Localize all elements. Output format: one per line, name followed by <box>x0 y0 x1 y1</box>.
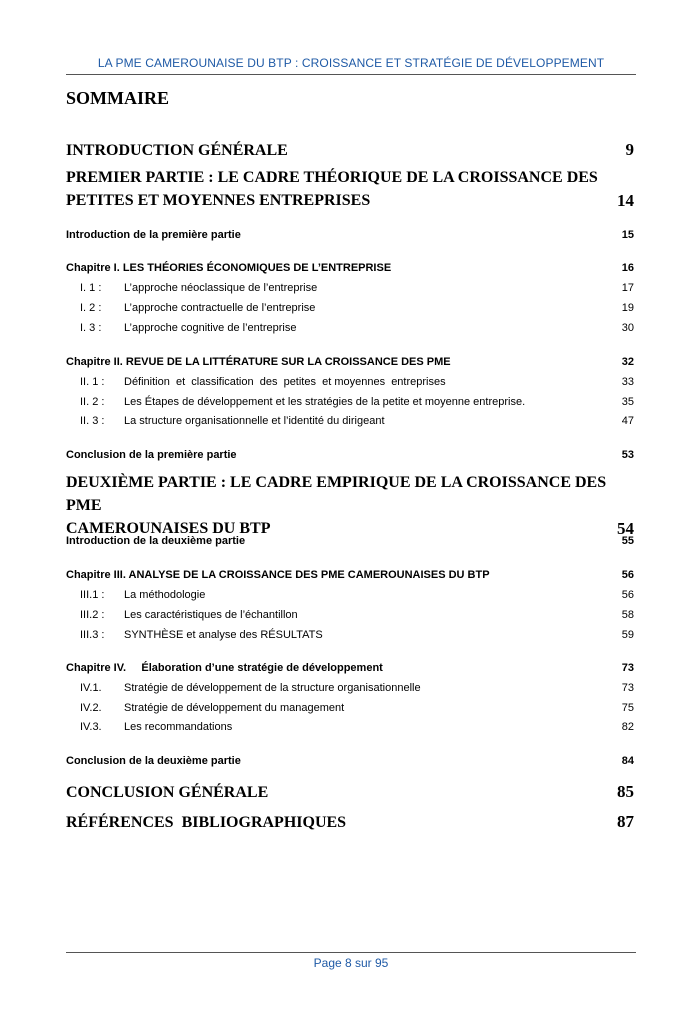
toc-entry-label: Chapitre I. LES THÉORIES ÉCONOMIQUES DE L’ENTREPRISE <box>66 262 392 274</box>
toc-entry-page: 59 <box>621 629 634 641</box>
toc-entry-label: Chapitre III. ANALYSE DE LA CROISSANCE DES PME CAMEROUNAISES DU BTP <box>66 569 490 581</box>
toc-entry-page: 15 <box>621 229 634 241</box>
toc-entry-chapitre-2[interactable] <box>66 356 634 368</box>
page-number: Page 8 sur 95 <box>313 956 389 970</box>
toc-entry-label: Chapitre II. REVUE DE LA LITTÉRATURE SUR LA CROISSANCE DES PME <box>66 356 451 368</box>
toc-entry-page: 75 <box>621 702 634 714</box>
toc-entry-section-1-3[interactable] <box>66 322 634 334</box>
toc-entry-label: Introduction de la première partie <box>66 229 241 241</box>
toc-entry-number: III.2 : <box>80 609 105 621</box>
toc-entry-deuxieme-partie[interactable] <box>66 471 634 540</box>
page-title: SOMMAIRE <box>66 88 169 108</box>
toc-entry-label: Stratégie de développement de la structure organisationnelle <box>124 682 421 694</box>
toc-entry-section-4-1[interactable] <box>66 682 634 694</box>
toc-entry-number: I. 2 : <box>80 302 102 314</box>
toc-entry-section-2-2[interactable] <box>66 396 634 408</box>
toc-entry-premiere-partie[interactable] <box>66 166 634 212</box>
toc-entry-conclusion-partie1[interactable] <box>66 449 634 461</box>
toc-entry-number: IV.1. <box>80 682 102 694</box>
toc-entry-label-line2: CAMEROUNAISES DU BTP <box>66 520 271 537</box>
toc-entry-number: IV.2. <box>80 702 102 714</box>
toc-entry-intro-partie1[interactable] <box>66 229 634 241</box>
toc-entry-label: RÉFÉRENCES BIBLIOGRAPHIQUES <box>66 814 347 831</box>
toc-entry-chapitre-4[interactable] <box>66 662 634 674</box>
running-header: LA PME CAMEROUNAISE DU BTP : CROISSANCE ET STRATÉGIE DE DÉVELOPPEMENT <box>97 56 605 70</box>
toc-entry-chapitre-1[interactable] <box>66 262 634 274</box>
toc-entry-page: 54 <box>617 519 634 538</box>
toc-entry-label-line1: DEUXIÈME PARTIE : LE CADRE EMPIRIQUE DE LA CROISSANCE DES PME <box>66 474 607 514</box>
toc-entry-page: 16 <box>621 262 634 274</box>
toc-entry-label: Chapitre IV. Élaboration d’une stratégie de développement <box>66 662 383 674</box>
toc-entry-label: Définition et classification des petites et moyennes entreprises <box>124 376 446 388</box>
toc-entry-intro-partie2[interactable] <box>66 535 634 547</box>
toc-entry-page: 58 <box>621 609 634 621</box>
toc-entry-number: II. 1 : <box>80 376 105 388</box>
toc-entry-section-1-2[interactable] <box>66 302 634 314</box>
toc-entry-number: I. 3 : <box>80 322 102 334</box>
header-divider <box>66 74 636 75</box>
toc-entry-label: La méthodologie <box>124 589 206 601</box>
toc-entry-section-1-1[interactable] <box>66 282 634 294</box>
toc-entry-page: 56 <box>621 569 634 581</box>
toc-entry-label: Introduction de la deuxième partie <box>66 535 246 547</box>
toc-entry-label: INTRODUCTION GÉNÉRALE <box>66 142 288 159</box>
toc-entry-label: Les recommandations <box>124 721 233 733</box>
toc-entry-number: III.1 : <box>80 589 105 601</box>
toc-entry-page: 35 <box>621 396 634 408</box>
toc-entry-introduction-generale[interactable] <box>66 140 634 160</box>
toc-entry-label: L’approche cognitive de l’entreprise <box>124 322 297 334</box>
toc-entry-section-2-3[interactable] <box>66 415 634 427</box>
toc-entry-label: Stratégie de développement du management <box>124 702 345 714</box>
toc-entry-conclusion-partie2[interactable] <box>66 755 634 767</box>
toc-entry-number: II. 3 : <box>80 415 105 427</box>
toc-entry-page: 55 <box>621 535 634 547</box>
toc-entry-section-2-1[interactable] <box>66 376 634 388</box>
toc-entry-label: L’approche néoclassique de l’entreprise <box>124 282 318 294</box>
toc-entry-page: 56 <box>621 589 634 601</box>
toc-entry-number: I. 1 : <box>80 282 102 294</box>
toc-entry-section-3-2[interactable] <box>66 609 634 621</box>
toc-entry-label: Conclusion de la première partie <box>66 449 237 461</box>
toc-entry-label: Les caractéristiques de l’échantillon <box>124 609 298 621</box>
toc-entry-section-4-3[interactable] <box>66 721 634 733</box>
toc-entry-references[interactable] <box>66 812 634 832</box>
toc-entry-number: III.3 : <box>80 629 105 641</box>
toc-entry-number: IV.3. <box>80 721 102 733</box>
toc-entry-page: 47 <box>621 415 634 427</box>
toc-entry-number: II. 2 : <box>80 396 105 408</box>
toc-entry-page: 82 <box>621 721 634 733</box>
toc-entry-page: 17 <box>621 282 634 294</box>
footer-divider <box>66 952 636 953</box>
toc-entry-section-3-3[interactable] <box>66 629 634 641</box>
toc-entry-label: Les Étapes de développement et les stratégies de la petite et moyenne entreprise. <box>124 396 526 408</box>
toc-entry-conclusion-generale[interactable] <box>66 782 634 802</box>
toc-entry-label: L’approche contractuelle de l’entreprise <box>124 302 316 314</box>
toc-entry-label: La structure organisationnelle et l’identité du dirigeant <box>124 415 385 427</box>
toc-entry-page: 53 <box>621 449 634 461</box>
toc-entry-page: 33 <box>621 376 634 388</box>
toc-entry-label: SYNTHÈSE et analyse des RÉSULTATS <box>124 629 323 641</box>
toc-entry-page: 30 <box>621 322 634 334</box>
toc-entry-page: 73 <box>621 682 634 694</box>
toc-entry-page: 87 <box>617 812 634 831</box>
toc-entry-page: 19 <box>621 302 634 314</box>
toc-entry-page: 14 <box>617 191 634 210</box>
toc-entry-page: 32 <box>621 356 634 368</box>
toc-entry-page: 73 <box>621 662 634 674</box>
toc-entry-chapitre-3[interactable] <box>66 569 634 581</box>
toc-entry-page: 85 <box>617 782 634 801</box>
toc-entry-label: CONCLUSION GÉNÉRALE <box>66 784 269 801</box>
toc-entry-page: 9 <box>625 140 634 159</box>
toc-entry-section-3-1[interactable] <box>66 589 634 601</box>
toc-entry-label: Conclusion de la deuxième partie <box>66 755 241 767</box>
toc-entry-section-4-2[interactable] <box>66 702 634 714</box>
toc-entry-page: 84 <box>621 755 634 767</box>
toc-entry-label-line2: PETITES ET MOYENNES ENTREPRISES <box>66 192 371 209</box>
toc-entry-label-line1: PREMIER PARTIE : LE CADRE THÉORIQUE DE LA CROISSANCE DES <box>66 169 598 186</box>
